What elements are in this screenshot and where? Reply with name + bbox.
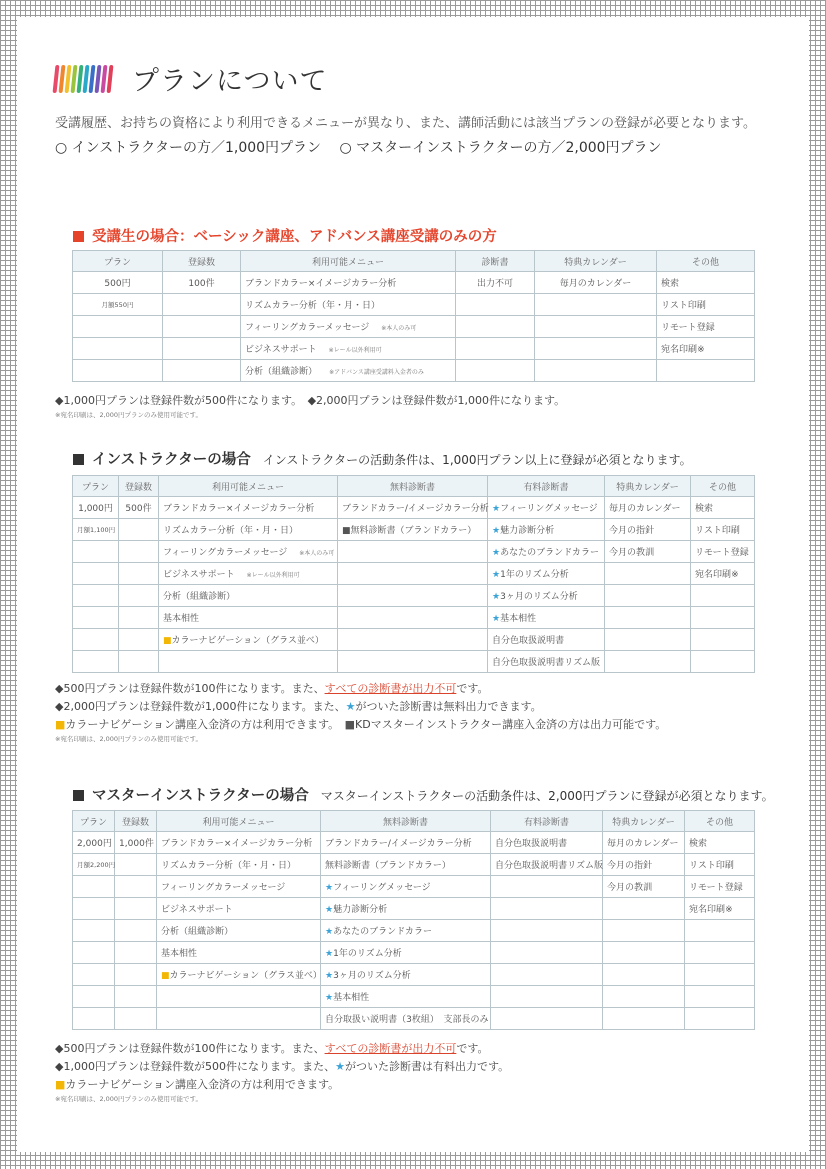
column-header: 有料診断書 xyxy=(491,811,603,832)
table-cell xyxy=(73,942,115,964)
table-cell: リモート登録 xyxy=(691,541,755,563)
table-cell xyxy=(603,942,685,964)
table-row xyxy=(73,541,755,563)
column-header: 特典カレンダー xyxy=(535,251,657,272)
table-cell: 分析（組織診断） xyxy=(157,920,321,942)
table-cell xyxy=(115,876,157,898)
table-cell: 今月の教訓 xyxy=(605,541,691,563)
table-cell: 月額2,200円 xyxy=(73,854,115,876)
table-cell: 分析（組織診断） ※アドバンス講座受講料入金者のみ xyxy=(241,360,456,382)
table-cell: 自分取扱い説明書（3枚組） 支部長のみ xyxy=(321,1008,491,1030)
table-cell xyxy=(73,316,163,338)
table-row xyxy=(73,832,755,854)
table-row xyxy=(73,607,755,629)
menu-note: ※本人のみ可 xyxy=(381,325,417,332)
table-cell xyxy=(691,585,755,607)
square-icon xyxy=(73,454,84,465)
table-cell xyxy=(338,541,488,563)
table-cell: 無料診断書（ブランドカラー） xyxy=(321,854,491,876)
table-row xyxy=(73,964,755,986)
table-cell xyxy=(603,1008,685,1030)
table-cell: 宛名印刷※ xyxy=(685,898,755,920)
table-cell: 基本相性 xyxy=(159,607,338,629)
table-cell xyxy=(603,898,685,920)
column-header: プラン xyxy=(73,476,119,497)
intro-text: 受講履歴、お持ちの資格により利用できるメニューが異なり、また、講師活動には該当プランの登録が必要となります。 xyxy=(55,116,756,131)
table-cell: 2,000円 xyxy=(73,832,115,854)
table-row xyxy=(73,294,755,316)
table-cell xyxy=(685,942,755,964)
table-cell: 1,000円 xyxy=(73,497,119,519)
column-header: 利用可能メニュー xyxy=(159,476,338,497)
table-row xyxy=(73,497,755,519)
table-cell: 毎月のカレンダー xyxy=(603,832,685,854)
table-cell xyxy=(73,876,115,898)
table-cell xyxy=(456,294,535,316)
table-cell: 毎月のカレンダー xyxy=(605,497,691,519)
table-cell xyxy=(456,360,535,382)
table-cell: フィーリングカラーメッセージ ※本人のみ可 xyxy=(159,541,338,563)
table-cell xyxy=(159,651,338,673)
section1-title: 受講生の場合：ベーシック講座、アドバンス講座受講のみの方 xyxy=(92,229,497,245)
square-icon xyxy=(73,790,84,801)
table-cell: フィーリングカラーメッセージ xyxy=(157,876,321,898)
table-cell xyxy=(119,563,159,585)
column-header: 登録数 xyxy=(119,476,159,497)
foot-text: ◆500円プランは登録件数が100件になります。また、 xyxy=(55,1042,325,1055)
table-cell xyxy=(115,854,157,876)
table-cell: 自分色取扱説明書リズム版 xyxy=(488,651,605,673)
table-row xyxy=(73,651,755,673)
table-cell xyxy=(119,629,159,651)
section3-table xyxy=(72,810,755,1030)
column-header: 診断書 xyxy=(456,251,535,272)
table-cell: リスト印刷 xyxy=(657,294,755,316)
table-row xyxy=(73,338,755,360)
table-cell: リモート登録 xyxy=(657,316,755,338)
table-cell xyxy=(603,920,685,942)
table-cell xyxy=(73,986,115,1008)
table-cell: ★魅力診断分析 xyxy=(488,519,605,541)
menu-note: ※レール以外利用可 xyxy=(328,347,382,354)
foot-text: ◆500円プランは登録件数が100件になります。また、 xyxy=(55,682,325,695)
table-cell: 今月の指針 xyxy=(603,854,685,876)
table-cell xyxy=(491,1008,603,1030)
column-header: 特典カレンダー xyxy=(605,476,691,497)
table-cell xyxy=(491,964,603,986)
table-cell xyxy=(163,316,241,338)
column-header: 利用可能メニュー xyxy=(157,811,321,832)
section2-foot2: ◆2,000円プランは登録件数が1,000件になります。また、★がついた診断書は無料出力できます。 xyxy=(55,700,542,713)
table-cell xyxy=(119,585,159,607)
table-cell: 月額1,100円 xyxy=(73,519,119,541)
table-cell xyxy=(73,898,115,920)
table-cell: ★1年のリズム分析 xyxy=(321,942,491,964)
section3-foot3: ■カラーナビゲーション講座入金済の方は利用できます。 xyxy=(55,1078,340,1091)
foot-text: です。 xyxy=(456,1042,489,1055)
table-cell xyxy=(73,360,163,382)
table-cell xyxy=(73,338,163,360)
table-cell: ★フィーリングメッセージ xyxy=(488,497,605,519)
table-cell xyxy=(73,585,119,607)
table-cell: 出力不可 xyxy=(456,272,535,294)
table-row xyxy=(73,986,755,1008)
table-row xyxy=(73,1008,755,1030)
column-header: プラン xyxy=(73,251,163,272)
menu-note: ※レール以外利用可 xyxy=(246,572,300,579)
table-cell: 自分色取扱説明書 xyxy=(488,629,605,651)
table-cell xyxy=(685,986,755,1008)
table-row xyxy=(73,272,755,294)
table-cell: 分析（組織診断） xyxy=(159,585,338,607)
table-cell: 検索 xyxy=(685,832,755,854)
table-cell: 検索 xyxy=(657,272,755,294)
table-cell xyxy=(163,338,241,360)
table-cell xyxy=(605,629,691,651)
table-cell xyxy=(73,563,119,585)
section3-foot4: ※宛名印刷は、2,000円プランのみ使用可能です。 xyxy=(55,1095,203,1103)
table-cell xyxy=(338,585,488,607)
table-cell xyxy=(73,964,115,986)
table-cell xyxy=(691,629,755,651)
column-header: 無料診断書 xyxy=(321,811,491,832)
column-header: 特典カレンダー xyxy=(603,811,685,832)
section1-heading xyxy=(73,225,497,246)
table-cell xyxy=(115,1008,157,1030)
table-cell xyxy=(115,942,157,964)
table-cell xyxy=(456,316,535,338)
table-cell: ■カラーナビゲーション（グラス並べ） xyxy=(159,629,338,651)
table-cell xyxy=(73,920,115,942)
menu-note: ※アドバンス講座受講料入金者のみ xyxy=(329,369,424,376)
plans-line xyxy=(55,137,676,157)
rainbow-brush-icon xyxy=(54,65,112,93)
section3-subtitle: マスターインストラクターの活動条件は、2,000円プランに登録が必須となります。 xyxy=(320,789,774,803)
table-cell xyxy=(603,986,685,1008)
table-cell: リズムカラー分析（年・月・日） xyxy=(241,294,456,316)
highlight-text: すべての診断書が出力不可 xyxy=(324,682,457,695)
table-cell: 1,000件 xyxy=(115,832,157,854)
table-cell: ■無料診断書（ブランドカラー） xyxy=(338,519,488,541)
table-cell xyxy=(73,607,119,629)
table-cell: 今月の指針 xyxy=(605,519,691,541)
table-cell: ★3ヶ月のリズム分析 xyxy=(321,964,491,986)
table-cell: リモート登録 xyxy=(685,876,755,898)
table-cell xyxy=(657,360,755,382)
table-row xyxy=(73,629,755,651)
table-cell xyxy=(456,338,535,360)
table-cell xyxy=(685,1008,755,1030)
column-header: その他 xyxy=(691,476,755,497)
section3-title: マスターインストラクターの場合 xyxy=(92,788,309,804)
table-cell xyxy=(605,563,691,585)
table-cell: ビジネスサポート ※レール以外利用可 xyxy=(159,563,338,585)
table-cell xyxy=(535,316,657,338)
table-cell: 自分色取扱説明書 xyxy=(491,832,603,854)
table-cell xyxy=(603,964,685,986)
section3-heading xyxy=(73,784,774,805)
table-row xyxy=(73,519,755,541)
table-cell: 今月の教訓 xyxy=(603,876,685,898)
table-cell xyxy=(73,541,119,563)
plan-instructor: ○ インストラクターの方／1,000円プラン xyxy=(55,140,322,156)
table-cell xyxy=(115,986,157,1008)
table-cell: フィーリングカラーメッセージ ※本人のみ可 xyxy=(241,316,456,338)
foot-text: です。 xyxy=(456,682,489,695)
table-cell: ■カラーナビゲーション（グラス並べ） xyxy=(157,964,321,986)
table-cell: ブランドカラー×イメージカラー分析 xyxy=(157,832,321,854)
title-block xyxy=(54,59,327,98)
table-cell xyxy=(535,294,657,316)
table-cell xyxy=(491,898,603,920)
table-cell: ブランドカラー/イメージカラー分析 xyxy=(321,832,491,854)
column-header: 登録数 xyxy=(163,251,241,272)
table-cell: 500件 xyxy=(119,497,159,519)
table-cell xyxy=(163,360,241,382)
table-cell xyxy=(163,294,241,316)
table-cell xyxy=(115,920,157,942)
table-cell xyxy=(119,607,159,629)
table-row xyxy=(73,942,755,964)
column-header: その他 xyxy=(657,251,755,272)
table-cell: ブランドカラー/イメージカラー分析 xyxy=(338,497,488,519)
table-cell xyxy=(119,651,159,673)
table-cell: ★魅力診断分析 xyxy=(321,898,491,920)
table-row xyxy=(73,316,755,338)
table-cell: 月額550円 xyxy=(73,294,163,316)
table-cell: 500円 xyxy=(73,272,163,294)
section2-foot1 xyxy=(55,680,488,696)
table-cell: 自分色取扱説明書リズム版 xyxy=(491,854,603,876)
table-cell: ★基本相性 xyxy=(321,986,491,1008)
section2-heading xyxy=(73,448,692,469)
plan-master: ○ マスターインストラクターの方／2,000円プラン xyxy=(339,140,662,156)
table-cell: ★基本相性 xyxy=(488,607,605,629)
table-row xyxy=(73,360,755,382)
table-cell: 100件 xyxy=(163,272,241,294)
table-row xyxy=(73,920,755,942)
highlight-text: すべての診断書が出力不可 xyxy=(324,1042,457,1055)
table-cell: リズムカラー分析（年・月・日） xyxy=(157,854,321,876)
table-cell: リズムカラー分析（年・月・日） xyxy=(159,519,338,541)
table-cell xyxy=(73,629,119,651)
brush-stroke xyxy=(107,65,114,93)
section2-foot3: ■カラーナビゲーション講座入金済の方は利用できます。 ■KDマスターインストラクター講座入金済の方は出力可能です。 xyxy=(55,718,667,731)
table-cell xyxy=(491,920,603,942)
table-cell: ビジネスサポート xyxy=(157,898,321,920)
table-cell xyxy=(535,360,657,382)
table-cell xyxy=(115,964,157,986)
table-cell xyxy=(605,607,691,629)
table-row xyxy=(73,585,755,607)
section2-subtitle: インストラクターの活動条件は、1,000円プラン以上に登録が必須となります。 xyxy=(262,453,692,467)
table-cell xyxy=(119,541,159,563)
table-row xyxy=(73,563,755,585)
column-header: その他 xyxy=(685,811,755,832)
table-cell xyxy=(338,563,488,585)
column-header: 利用可能メニュー xyxy=(241,251,456,272)
section2-table xyxy=(72,475,755,673)
table-cell: 検索 xyxy=(691,497,755,519)
table-cell xyxy=(338,607,488,629)
table-cell xyxy=(605,651,691,673)
table-cell xyxy=(73,651,119,673)
page-title: プランについて xyxy=(132,66,328,97)
table-cell: 基本相性 xyxy=(157,942,321,964)
table-cell: ★3ヶ月のリズム分析 xyxy=(488,585,605,607)
table-cell: リスト印刷 xyxy=(685,854,755,876)
table-cell xyxy=(491,986,603,1008)
table-cell: リスト印刷 xyxy=(691,519,755,541)
table-row xyxy=(73,898,755,920)
section2-title: インストラクターの場合 xyxy=(92,452,251,468)
table-cell: ★あなたのブランドカラー xyxy=(321,920,491,942)
table-cell: ★フィーリングメッセージ xyxy=(321,876,491,898)
column-header: プラン xyxy=(73,811,115,832)
table-cell xyxy=(491,942,603,964)
square-icon xyxy=(73,231,84,242)
table-cell xyxy=(338,651,488,673)
table-cell: ビジネスサポート ※レール以外利用可 xyxy=(241,338,456,360)
menu-note: ※本人のみ可 xyxy=(299,550,335,557)
table-cell: ★1年のリズム分析 xyxy=(488,563,605,585)
table-cell xyxy=(115,898,157,920)
section2-foot4: ※宛名印刷は、2,000円プランのみ使用可能です。 xyxy=(55,735,203,743)
table-cell xyxy=(685,920,755,942)
table-cell xyxy=(157,1008,321,1030)
table-cell xyxy=(157,986,321,1008)
table-cell: ブランドカラー×イメージカラー分析 xyxy=(241,272,456,294)
column-header: 無料診断書 xyxy=(338,476,488,497)
table-cell: 宛名印刷※ xyxy=(657,338,755,360)
section3-foot1 xyxy=(55,1040,488,1056)
table-cell xyxy=(685,964,755,986)
section3-foot2: ◆1,000円プランは登録件数が500件になります。また、★がついた診断書は有料出力です。 xyxy=(55,1060,510,1073)
table-cell xyxy=(605,585,691,607)
table-cell: 毎月のカレンダー xyxy=(535,272,657,294)
table-cell xyxy=(73,1008,115,1030)
column-header: 登録数 xyxy=(115,811,157,832)
table-cell xyxy=(535,338,657,360)
table-cell xyxy=(338,629,488,651)
table-cell xyxy=(491,876,603,898)
table-cell xyxy=(691,651,755,673)
table-cell: 宛名印刷※ xyxy=(691,563,755,585)
table-cell: ブランドカラー×イメージカラー分析 xyxy=(159,497,338,519)
table-cell xyxy=(691,607,755,629)
table-row xyxy=(73,876,755,898)
table-cell: ★あなたのブランドカラー xyxy=(488,541,605,563)
table-cell xyxy=(119,519,159,541)
section1-foot2: ※宛名印刷は、2,000円プランのみ使用可能です。 xyxy=(55,411,203,419)
section1-table xyxy=(72,250,755,382)
table-row xyxy=(73,854,755,876)
section1-foot1: ◆1,000円プランは登録件数が500件になります。 ◆2,000円プランは登録件数が1,000件になります。 xyxy=(55,394,566,407)
column-header: 有料診断書 xyxy=(488,476,605,497)
